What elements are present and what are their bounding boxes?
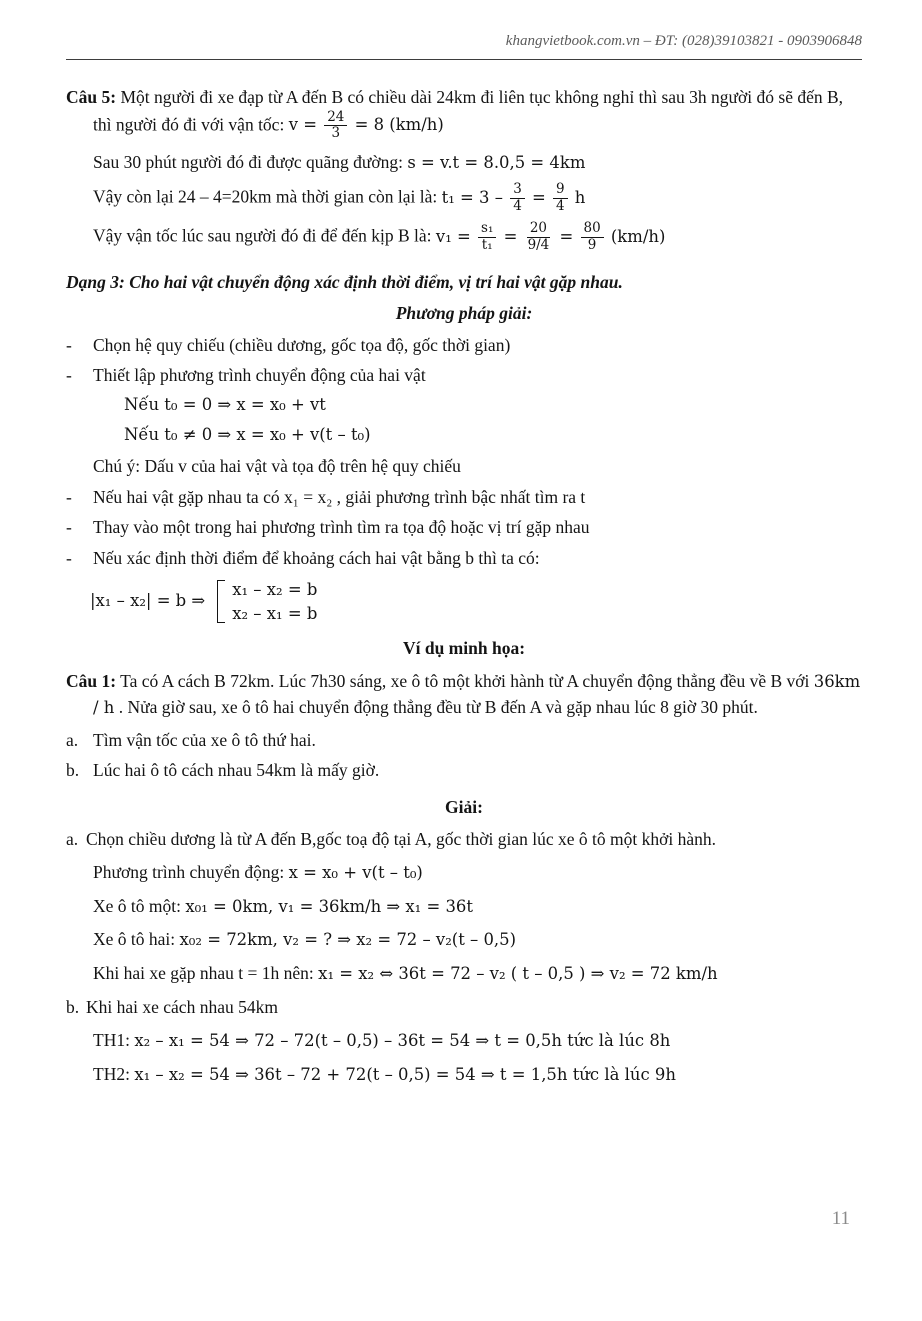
cau1-paragraph xyxy=(66,668,862,721)
method-bullet-2-text: Thiết lập phương trình chuyển động của hai vật xyxy=(93,365,426,386)
car2-line xyxy=(93,926,862,953)
cases-lead-expression: |x₁ – x₂| = b ⇒ xyxy=(90,591,206,611)
case-1-equation: x₁ – x₂ = b xyxy=(232,579,318,599)
case-th2-label: TH2: xyxy=(93,1063,130,1084)
solution-b-marker: b. xyxy=(66,996,80,1017)
cau1-speed-value: 36km / h xyxy=(93,671,861,718)
motion-equation-label: Phương trình chuyển động: xyxy=(93,862,285,883)
left-bracket xyxy=(217,580,225,624)
dash-marker: - xyxy=(66,547,72,568)
car1-formula: x₀₁ = 0km, v₁ = 36km/h ⇒ x₁ = 36t xyxy=(185,896,473,916)
cau5-intro-text: Một người đi xe đạp từ A đến B có chiều dài 24km đi liên tục không nghỉ thì sau 3h người đó sẽ đến B, thì người đó đi với vận tốc: xyxy=(93,86,844,135)
dash-marker: - xyxy=(66,487,72,508)
page-header xyxy=(66,30,862,60)
cau5-step1 xyxy=(93,149,862,176)
method-title: Phương pháp giải: xyxy=(395,302,533,323)
cau5-label: Câu 5: xyxy=(66,86,117,107)
equation-t0-zero: Nếu t₀ = 0 ⇒ x = x₀ + vt xyxy=(124,395,326,415)
method-bullet-4-text: Thay vào một trong hai phương trình tìm ra tọa độ hoặc vị trí gặp nhau xyxy=(93,517,590,538)
cau5-velocity-formula: v = $\frac{24}{3}$ = 8 (km/h) xyxy=(288,108,444,142)
solution-a-marker: a. xyxy=(66,828,79,849)
cau5-paragraph xyxy=(66,84,862,142)
method-bullet-1-text: Chọn hệ quy chiếu (chiều dương, gốc tọa độ, gốc thời gian) xyxy=(93,334,511,355)
question-b xyxy=(66,757,862,783)
case-th2-line xyxy=(93,1061,862,1088)
solution-a-text: Chọn chiều dương là từ A đến B,gốc toạ độ tại A, gốc thời gian lúc xe ô tô một khởi hành. xyxy=(86,828,716,849)
question-a-marker: a. xyxy=(66,730,79,751)
case-th2-formula: x₁ – x₂ = 54 ⇒ 36t – 72 + 72(t – 0,5) = 54 ⇒ t = 1,5h tức là lúc 9h xyxy=(134,1064,676,1084)
page-number: 11 xyxy=(831,1207,850,1229)
method-bullet-2 xyxy=(66,362,862,388)
cau1-text-2: . Nửa giờ sau, xe ô tô hai chuyển động thẳng đều từ B đến A và gặp nhau lúc 8 giờ 30 phút. xyxy=(118,697,758,718)
method-bullet-5-text: Nếu xác định thời điểm để khoảng cách hai vật bằng b thì ta có: xyxy=(93,547,540,568)
question-a xyxy=(66,727,862,753)
cau5-step3 xyxy=(93,221,862,253)
question-b-marker: b. xyxy=(66,760,80,781)
cases-body xyxy=(232,578,317,626)
case-th1-formula: x₂ – x₁ = 54 ⇒ 72 – 72(t – 0,5) – 36t = 54 ⇒ t = 0,5h tức là lúc 8h xyxy=(134,1030,671,1050)
distance-cases-equation xyxy=(90,578,862,626)
dash-marker: - xyxy=(66,365,72,386)
cau5-step1-formula: s = v.t = 8.0,5 = 4km xyxy=(407,152,586,172)
method-bullet-4 xyxy=(66,514,862,540)
method-bullet-5 xyxy=(66,545,862,571)
question-a-text: Tìm vận tốc của xe ô tô thứ hai. xyxy=(93,730,316,751)
cau5-step2 xyxy=(93,182,862,214)
case-th1-label: TH1: xyxy=(93,1029,130,1050)
dang3-heading: Dạng 3: Cho hai vật chuyển động xác định thời điểm, vị trí hai vật gặp nhau. xyxy=(66,272,623,293)
cau1-label: Câu 1: xyxy=(66,670,117,691)
solution-b-text: Khi hai xe cách nhau 54km xyxy=(86,996,278,1017)
solution-title: Giải: xyxy=(445,796,483,817)
equation-t0-nonzero: Nếu t₀ ≠ 0 ⇒ x = x₀ + v(t – t₀) xyxy=(124,425,371,445)
cau5-step2-formula: t₁ = 3 – $\frac{3}{4}$ = $\frac{9}{4}$ h xyxy=(441,181,586,214)
motion-equation-formula: x = x₀ + v(t – t₀) xyxy=(288,863,423,883)
car1-label: Xe ô tô một: xyxy=(93,895,181,916)
example-title: Ví dụ minh họa: xyxy=(402,638,526,659)
cau5-step2-text: Vậy còn lại 24 – 4=20km mà thời gian còn lại là: xyxy=(93,186,438,207)
solution-a-line xyxy=(66,826,862,852)
cau1-text-1: Ta có A cách B 72km. Lúc 7h30 sáng, xe ô tô một khởi hành từ A chuyển động thẳng đều về B với xyxy=(120,670,810,691)
meeting-line xyxy=(93,960,862,987)
case-2-equation: x₂ – x₁ = b xyxy=(232,603,318,623)
publisher-info: khangvietbook.com.vn – ĐT: (028)39103821 - 0903906848 xyxy=(505,33,862,49)
cau5-step1-text: Sau 30 phút người đó đi được quãng đường: xyxy=(93,151,403,172)
solution-b-line xyxy=(66,994,862,1020)
method-note: Chú ý: Dấu v của hai vật và tọa độ trên hệ quy chiếu xyxy=(93,455,461,476)
cau5-step3-text: Vậy vận tốc lúc sau người đó đi để đến kịp B là: xyxy=(93,225,432,246)
method-bullet-3 xyxy=(66,484,862,510)
case-th1-line xyxy=(93,1027,862,1054)
method-bullet-1 xyxy=(66,332,862,358)
cau5-step3-formula: v₁ = $\frac{\text{s₁}}{\text{t₁}}$ = $\frac{20}{9/4}$ = $\frac{80}{9}$ (km/h) xyxy=(435,220,666,253)
car1-line xyxy=(93,893,862,920)
meeting-formula: x₁ = x₂ ⇔ 36t = 72 – v₂ ( t – 0,5 ) ⇒ v₂ = 72 km/h xyxy=(318,964,718,984)
method-bullet-3-text: Nếu hai vật gặp nhau ta có x₁ = x₂ , giải phương trình bậc nhất tìm ra t xyxy=(93,487,586,508)
question-b-text: Lúc hai ô tô cách nhau 54km là mấy giờ. xyxy=(93,760,380,781)
car2-formula: x₀₂ = 72km, v₂ = ? ⇒ x₂ = 72 – v₂(t – 0,5) xyxy=(179,930,517,950)
motion-equation-line xyxy=(93,859,862,886)
car2-label: Xe ô tô hai: xyxy=(93,929,176,950)
meeting-label: Khi hai xe gặp nhau t = 1h nên: xyxy=(93,963,314,984)
dash-marker: - xyxy=(66,334,72,355)
dash-marker: - xyxy=(66,517,72,538)
